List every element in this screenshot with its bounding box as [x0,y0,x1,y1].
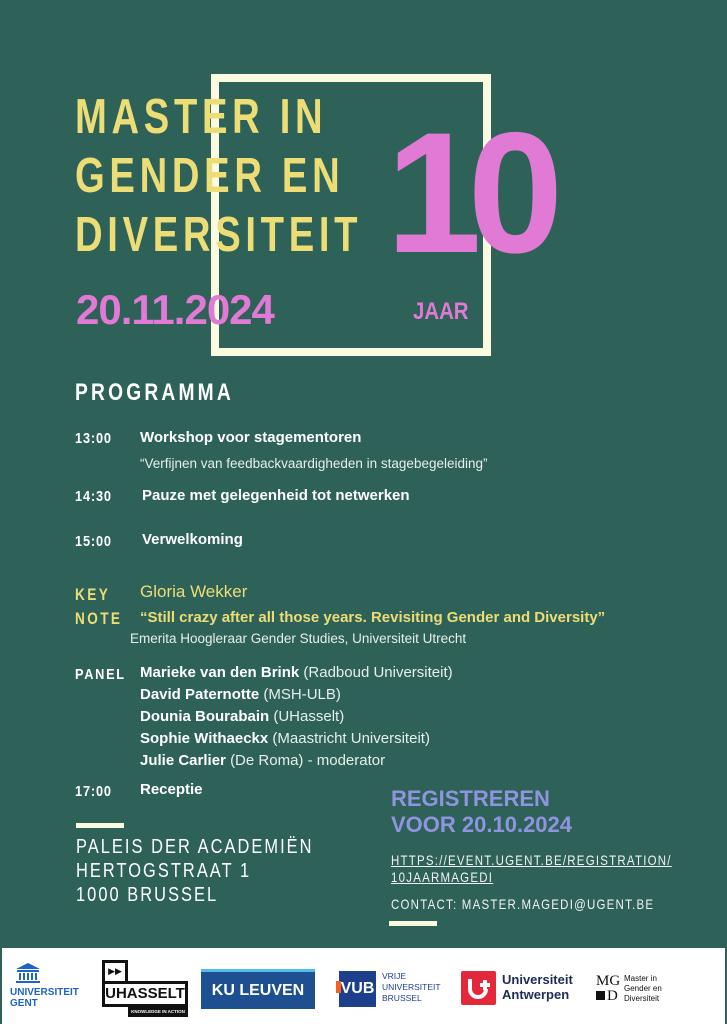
mgd-line-2: Gender en [624,984,662,993]
time-1700: 17:00 [75,783,112,800]
anniversary-number: 10 [386,97,550,289]
time-1300: 13:00 [75,430,112,447]
uhasselt-name: UHASSELT [102,981,188,1007]
vub-line-1: VRIJE [382,971,407,981]
mgd-mark-bottom: D [607,988,618,1004]
vub-accent [336,981,341,993]
keynote-talk-title: “Still crazy after all those years. Revisiting Gender and Diversity” [140,609,606,626]
uantwerpen-line-1: Universiteit [502,972,573,987]
programme-heading: PROGRAMMA [75,379,234,406]
venue-street: HERTOGSTRAAT 1 [76,860,252,882]
logo-kuleuven: KU LEUVEN [201,969,315,1009]
event-date: 20.11.2024 [76,286,274,333]
registration-link-line-1[interactable]: HTTPS://EVENT.UGENT.BE/REGISTRATION/ [391,852,672,868]
uhasselt-tagline: KNOWLEDGE IN ACTION [128,1007,188,1017]
keynote-speaker: Gloria Wekker [140,582,248,601]
time-1430: 14:30 [75,488,112,505]
panel-member [140,728,453,750]
partner-logos [2,948,725,1024]
venue-address [76,835,314,907]
panel-label: PANEL [75,666,126,683]
registration-deadline: VOOR 20.10.2024 [391,812,573,837]
vub-line-3: BRUSSEL [382,993,422,1003]
panel-member-name: David Paternotte [140,686,260,703]
title-line-3: DIVERSITEIT [75,208,363,262]
logo-uantwerpen [461,971,585,1007]
keynote-label-line-1: KEY [75,585,111,604]
keynote-affiliation: Emerita Hoogleraar Gender Studies, Universiteit Utrecht [130,631,467,646]
panel-member-name: Julie Carlier [140,752,226,769]
registration-link-line-2[interactable]: 10JAARMAGEDI [391,869,494,885]
uantwerpen-line-2: Antwerpen [502,987,570,1002]
event-title [75,88,362,265]
logo-ugent [10,962,79,1009]
mgd-line-3: Diversiteit [624,994,660,1003]
mgd-line-1: Master in [624,974,657,983]
panel-member-affiliation: (MSH-ULB) [263,686,341,703]
panel-member-affiliation: (Maastricht Universiteit) [272,730,430,747]
panel-members [140,662,453,772]
mgd-mark-top: MG [596,973,621,989]
title-line-2: GENDER EN [75,149,345,203]
workshop-subtitle: “Verfijnen van feedbackvaardigheden in stagebegeleiding” [140,456,488,471]
logo-mgd [596,974,696,1010]
uantwerpen-mark-icon [461,971,496,1005]
reception-title: Receptie [140,781,203,798]
ugent-line-2: GENT [10,998,38,1009]
panel-member [140,706,453,728]
logo-vub [336,971,441,1007]
panel-member-affiliation: (Radboud Universiteit) [303,664,453,681]
panel-member-affiliation: (UHasselt) [273,708,345,725]
welcome-title: Verwelkoming [142,531,243,548]
keynote-label-line-2: NOTE [75,609,123,628]
break-title: Pauze met gelegenheid tot netwerken [142,487,410,504]
logo-uhasselt [102,960,188,1024]
contact-email[interactable]: CONTACT: MASTER.MAGEDI@UGENT.BE [391,896,655,912]
registration-link[interactable] [391,852,672,886]
venue-city: 1000 BRUSSEL [76,884,219,906]
divider-bar [76,823,124,828]
vub-mark: VUB [339,971,376,1007]
panel-member [140,662,453,684]
anniversary-unit: JAAR [413,298,469,325]
title-line-1: MASTER IN [75,90,328,144]
uhasselt-play-icon: ▶▶ [102,960,128,984]
panel-member-name: Dounia Bourabain [140,708,270,725]
panel-member-name: Marieke van den Brink [140,664,300,681]
panel-member-name: Sophie Withaeckx [140,730,269,747]
ugent-line-1: UNIVERSITEIT [10,987,79,998]
panel-member [140,750,453,772]
registration-heading [391,786,572,838]
panel-member-affiliation: (De Roma) - moderator [230,752,386,769]
workshop-title: Workshop voor stagementoren [140,429,362,446]
divider-bar [389,921,437,926]
ugent-building-icon [14,962,42,984]
keynote-label [75,583,122,631]
mgd-square-icon [596,991,605,1000]
registration-heading-line-1: REGISTREREN [391,786,550,811]
time-1500: 15:00 [75,533,112,550]
vub-line-2: UNIVERSITEIT [382,982,441,992]
venue-name: PALEIS DER ACADEMIËN [76,836,314,858]
panel-member [140,684,453,706]
